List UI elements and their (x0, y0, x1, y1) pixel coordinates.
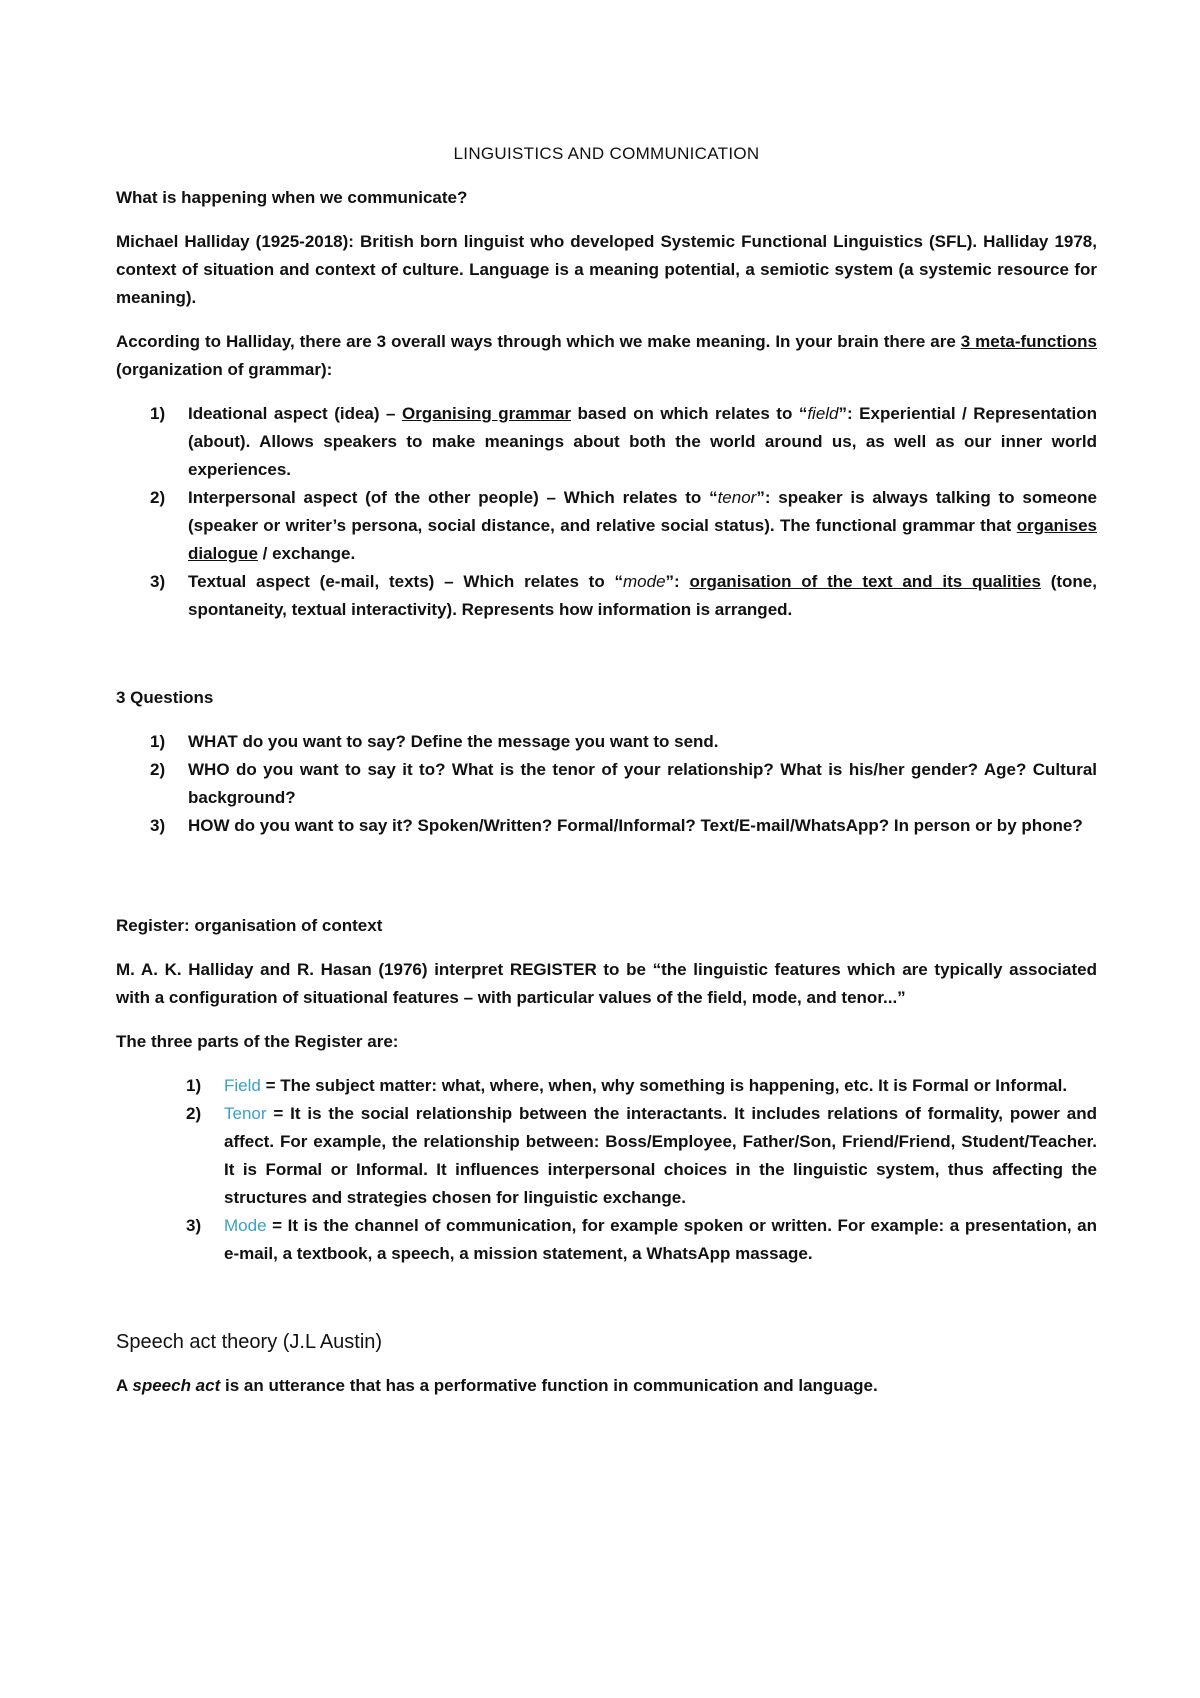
register-paragraph: M. A. K. Halliday and R. Hasan (1976) interpret REGISTER to be “the linguistic features which are typically associated with a configuration of situational features – with particular values of the field, mode, and tenor...” (116, 960, 1097, 1007)
list-item: 3) HOW do you want to say it? Spoken/Written? Formal/Informal? Text/E-mail/WhatsApp? In person or by phone? (150, 816, 1083, 835)
list-item: 3) Mode = It is the channel of communication, for example spoken or written. For example: a presentation, an e-mail, a textbook, a speech, a mission statement, a WhatsApp massage. (186, 1216, 1097, 1263)
list-item: 2) WHO do you want to say it to? What is the tenor of your relationship? What is his/her gender? Age? Cultural background? (150, 760, 1097, 807)
question-heading: What is happening when we communicate? (116, 188, 468, 207)
speech-act-heading: Speech act theory (J.L Austin) (116, 1331, 383, 1353)
list-item: 2) Tenor = It is the social relationship between the interactants. It includes relations of formality, power and affect. For example, the relationship between: Boss/Employee, Father/Son, Friend/Friend, Student/Teacher. It is Formal or Informal. It influences interpersonal choices in the linguistic system, thus affecting the structures and strategies chosen for linguistic exchange. (186, 1104, 1097, 1207)
register-parts-list (116, 1072, 1097, 1268)
field-term: Field (224, 1076, 261, 1095)
document-title: LINGUISTICS AND COMMUNICATION (453, 144, 760, 163)
list-item: 3) Textual aspect (e-mail, texts) – Which relates to “mode”: organisation of the text and its qualities (tone, spontaneity, textual interactivity). Represents how information is arranged. (150, 572, 1097, 619)
spacer (116, 640, 1097, 684)
speech-act-paragraph: A speech act is an utterance that has a performative function in communication and language. (116, 1376, 878, 1395)
list-item: 1) Field = The subject matter: what, where, when, why something is happening, etc. It is Formal or Informal. (186, 1076, 1068, 1095)
spacer (116, 1284, 1097, 1328)
mode-term: Mode (224, 1216, 267, 1235)
tenor-term: Tenor (224, 1104, 267, 1123)
spacer (116, 856, 1097, 912)
register-parts-heading: The three parts of the Register are: (116, 1032, 399, 1051)
list-item: 1) Ideational aspect (idea) – Organising grammar based on which relates to “field”: Experiential / Representation (about). Allows speakers to make meanings about both the world around us, as well as our inner world experiences. (150, 404, 1097, 479)
three-questions-list (116, 728, 1097, 840)
meta-functions-paragraph: According to Halliday, there are 3 overall ways through which we make meaning. In your brain there are 3 meta-functions (organization of grammar): (116, 332, 1097, 379)
meta-functions-list (116, 400, 1097, 624)
halliday-paragraph: Michael Halliday (1925-2018): British born linguist who developed Systemic Functional Linguistics (SFL). Halliday 1978, context of situation and context of culture. Language is a meaning potential, a semiotic system (a systemic resource for meaning). (116, 232, 1097, 307)
three-questions-heading: 3 Questions (116, 688, 214, 707)
register-heading: Register: organisation of context (116, 916, 383, 935)
meta-functions-link-text: 3 meta-functions (960, 332, 1097, 351)
list-item: 2) Interpersonal aspect (of the other people) – Which relates to “tenor”: speaker is always talking to someone (speaker or writer’s persona, social distance, and relative social status). The functional grammar that organises dialogue / exchange. (150, 488, 1097, 563)
list-item: 1) WHAT do you want to say? Define the message you want to send. (150, 732, 719, 751)
